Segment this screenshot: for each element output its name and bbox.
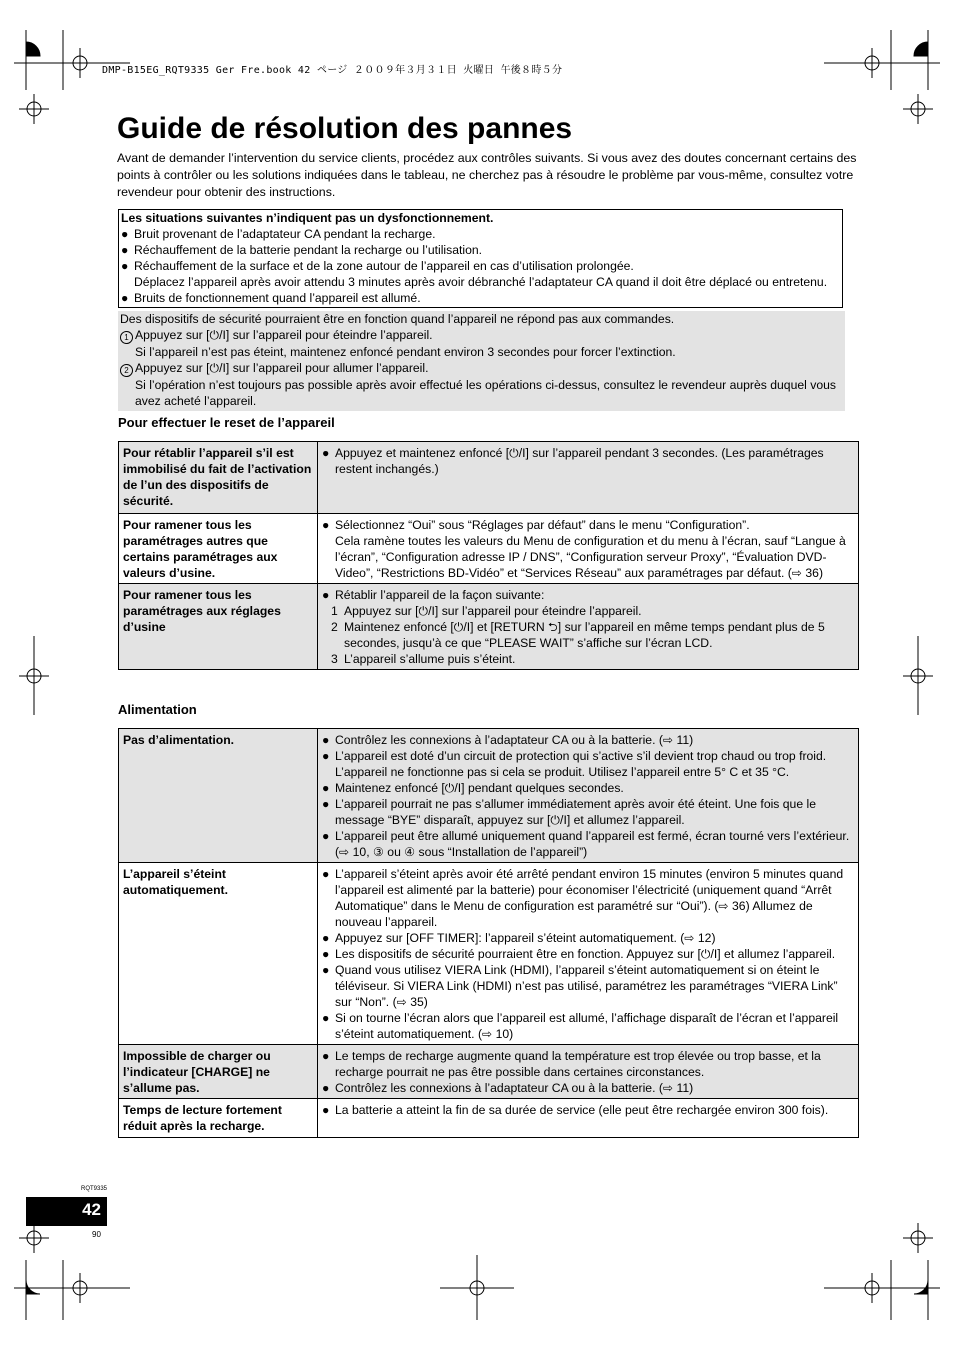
notice-note: Déplacez l’appareil après avoir attendu 3 minutes après avoir débranché l’adaptateur CA quand il doit être déplacé ou entretenu. <box>134 275 828 289</box>
table-row <box>119 442 859 514</box>
reset-table <box>118 441 859 670</box>
step-number: 1 <box>331 604 338 618</box>
bullet: ● <box>322 1011 330 1025</box>
notice-text: Bruit provenant de l’adaptateur CA pendant la recharge. <box>134 227 436 241</box>
bullet: ● <box>322 829 330 843</box>
row-label: Pas d’alimentation. <box>119 729 318 863</box>
notice-item <box>121 258 842 274</box>
row-note: Cela ramène toutes les valeurs du Menu de configuration et du menu à l’écran, sauf “Langue à l’écran”, “Configuration adresse IP / DNS”, “Configuration serveur Proxy”, “Évaluation DVD-Video”, “Restrictions BD-Vidéo” et “Services Réseau” aux paramétrages par défaut. (⇨ 36) <box>335 534 846 580</box>
bullet: ● <box>322 781 330 795</box>
bullet: ● <box>322 733 330 747</box>
page-number-tab <box>26 1197 107 1226</box>
row-text: L’appareil s’éteint après avoir été arrêté pendant environ 15 minutes (environ 5 minutes quand l’appareil est alimenté par la batterie) pour économiser l’électricité (uniquement quand “Arrêt Automatique” dans le Menu de configuration est paramétré sur “Oui”). (⇨ 36) Allumez de nouveau l’appareil. <box>335 867 844 929</box>
row-text: Appuyez sur [OFF TIMER]: l’appareil s’éteint automatiquement. (⇨ 12) <box>335 931 716 945</box>
bullet: ● <box>121 259 129 273</box>
safety-box <box>118 311 845 411</box>
bullet: ● <box>121 227 129 241</box>
section-heading-reset: Pour effectuer le reset de l’appareil <box>118 415 335 430</box>
table-row <box>119 514 859 584</box>
footer-code: RQT9335 <box>81 1186 108 1192</box>
notice-item <box>121 242 842 258</box>
safety-note: Si l’opération n’est toujours pas possible après avoir effectué les opérations ci-dessus, consultez le revendeur auprès duquel vous avez acheté l’appareil. <box>135 378 836 408</box>
row-label: Pour ramener tous les paramétrages aux réglages d’usine <box>119 584 318 670</box>
row-text: Contrôlez les connexions à l’adaptateur CA ou à la batterie. (⇨ 11) <box>335 1081 694 1095</box>
step-text: L’appareil s’allume puis s’éteint. <box>344 652 516 666</box>
bullet: ● <box>322 947 330 961</box>
row-content <box>318 442 859 514</box>
safety-note: Si l’appareil n’est pas éteint, maintenez enfoncé pendant environ 3 secondes pour forcer l’extinction. <box>135 345 676 359</box>
row-label: Pour rétablir l’appareil s’il est immobilisé du fait de l’activation de l’un des dispositifs de sécurité. <box>119 442 318 514</box>
step-number: 2 <box>331 620 338 634</box>
bullet: ● <box>322 931 330 945</box>
safety-intro: Des dispositifs de sécurité pourraient être en fonction quand l’appareil ne répond pas aux commandes. <box>120 312 675 326</box>
numbered-step <box>322 603 854 619</box>
row-text: Contrôlez les connexions à l’adaptateur CA ou à la batterie. (⇨ 11) <box>335 733 694 747</box>
numbered-step <box>322 619 854 651</box>
row-label: Temps de lecture fortement réduit après la recharge. <box>119 1099 318 1138</box>
table-row <box>119 729 859 863</box>
row-label: L’appareil s’éteint automatiquement. <box>119 863 318 1045</box>
safety-step <box>120 327 845 344</box>
table-row <box>119 1045 859 1099</box>
notice-item <box>121 290 842 306</box>
row-text: L’appareil est doté d’un circuit de protection qui s’active s’il devient trop chaud ou trop froid. L’appareil ne fonctionne pas si cela se produit. Utilisez l’appareil entre 5° C et 35 °C. <box>335 749 827 779</box>
bullet: ● <box>322 1049 330 1063</box>
bullet: ● <box>322 1081 330 1095</box>
row-content <box>318 1045 859 1099</box>
notice-item <box>121 226 842 242</box>
page-title: Guide de résolution des pannes <box>117 112 573 145</box>
page-number: 42 <box>82 1200 101 1219</box>
row-content <box>318 514 859 584</box>
notice-box <box>118 209 843 308</box>
bullet: ● <box>121 291 129 305</box>
step-text: Appuyez sur [⏻/I] sur l’appareil pour éteindre l’appareil. <box>344 604 642 618</box>
row-label: Impossible de charger ou l’indicateur [CHARGE] ne s’allume pas. <box>119 1045 318 1099</box>
row-content <box>318 863 859 1045</box>
row-text: L’appareil peut être allumé uniquement quand l’appareil est fermé, écran tourné vers l’extérieur. (⇨ 10, ③ ou ④ sous “Installation de l’appareil”) <box>335 829 850 859</box>
row-text: Appuyez et maintenez enfoncé [⏻/I] sur l’appareil pendant 3 secondes. (Les paramétrages restent inchangés.) <box>335 446 824 476</box>
bullet: ● <box>121 243 129 257</box>
table-row <box>119 863 859 1045</box>
row-text: Si on tourne l’écran alors que l’appareil est allumé, l’affichage disparaît de l’écran et l’appareil s’éteint automatiquement. (⇨ 10) <box>335 1011 839 1041</box>
step-text: Maintenez enfoncé [⏻/I] et [RETURN ⮌] sur l’appareil en même temps pendant plus de 5 secondes, jusqu’à ce que “PLEASE WAIT” s’affiche sur l’écran LCD. <box>344 620 825 650</box>
row-text: Maintenez enfoncé [⏻/I] pendant quelques secondes. <box>335 781 624 795</box>
row-content <box>318 729 859 863</box>
bullet: ● <box>322 1103 330 1117</box>
row-text: La batterie a atteint la fin de sa durée de service (elle peut être rechargée environ 300 fois). <box>335 1103 829 1117</box>
bullet: ● <box>322 797 330 811</box>
bullet: ● <box>322 963 330 977</box>
notice-text: Réchauffement de la batterie pendant la recharge ou l’utilisation. <box>134 243 483 257</box>
step-number-icon: 2 <box>120 364 133 377</box>
bullet: ● <box>322 446 330 460</box>
row-content <box>318 1099 859 1138</box>
row-label: Pour ramener tous les paramétrages autres que certains paramétrages aux valeurs d’usine. <box>119 514 318 584</box>
safety-step <box>120 360 845 377</box>
row-text: Sélectionnez “Oui” sous “Réglages par défaut” dans le menu “Configuration”. <box>335 518 750 532</box>
footer-subpage: 90 <box>92 1230 101 1239</box>
notice-text: Réchauffement de la surface et de la zone autour de l’appareil en cas d’utilisation prolongée. <box>134 259 634 273</box>
power-table <box>118 728 859 1138</box>
table-row <box>119 584 859 670</box>
bullet: ● <box>322 518 330 532</box>
step-number-icon: 1 <box>120 331 133 344</box>
safety-step-text: Appuyez sur [⏻/I] sur l’appareil pour éteindre l’appareil. <box>135 328 433 342</box>
numbered-step <box>322 651 854 667</box>
row-text: Le temps de recharge augmente quand la température est trop élevée ou trop basse, et la recharge pourrait ne pas être possible dans certaines circonstances. <box>335 1049 821 1079</box>
row-text: Quand vous utilisez VIERA Link (HDMI), l’appareil s’éteint automatiquement si on éteint le téléviseur. Si VIERA Link (HDMI) n’est pas utilisé, paramétrez les paramétrages “VIERA Link” sur “Non”. (⇨ 35) <box>335 963 838 1009</box>
row-content <box>318 584 859 670</box>
intro-paragraph: Avant de demander l’intervention du service clients, procédez aux contrôles suivants. Si vous avez des doutes concernant certains des points à contrôler ou les solutions indiquées dans le tableau, ne cherchez pas à résoudre le problème par vous-même, consultez votre revendeur pour obtenir des instructions. <box>117 151 857 199</box>
section-heading-power: Alimentation <box>118 702 197 717</box>
bullet: ● <box>322 867 330 881</box>
notice-text: Bruits de fonctionnement quand l’appareil est allumé. <box>134 291 421 305</box>
bullet: ● <box>322 588 330 602</box>
row-text: L’appareil pourrait ne pas s’allumer immédiatement après avoir été éteint. Une fois que le message “BYE” disparaît, appuyez sur [⏻/I] et allumez l’appareil. <box>335 797 816 827</box>
notice-title: Les situations suivantes n’indiquent pas un dysfonctionnement. <box>121 211 494 225</box>
table-row <box>119 1099 859 1138</box>
file-header-line: DMP-B15EG_RQT9335 Ger Fre.book 42 ページ ２００９年３月３１日 火曜日 午後８時５分 <box>102 65 563 76</box>
row-text: Les dispositifs de sécurité pourraient être en fonction. Appuyez sur [⏻/I] et allumez l’appareil. <box>335 947 836 961</box>
row-text: Rétablir l’appareil de la façon suivante: <box>335 588 545 602</box>
step-number: 3 <box>331 652 338 666</box>
bullet: ● <box>322 749 330 763</box>
safety-step-text: Appuyez sur [⏻/I] sur l’appareil pour allumer l’appareil. <box>135 361 429 375</box>
